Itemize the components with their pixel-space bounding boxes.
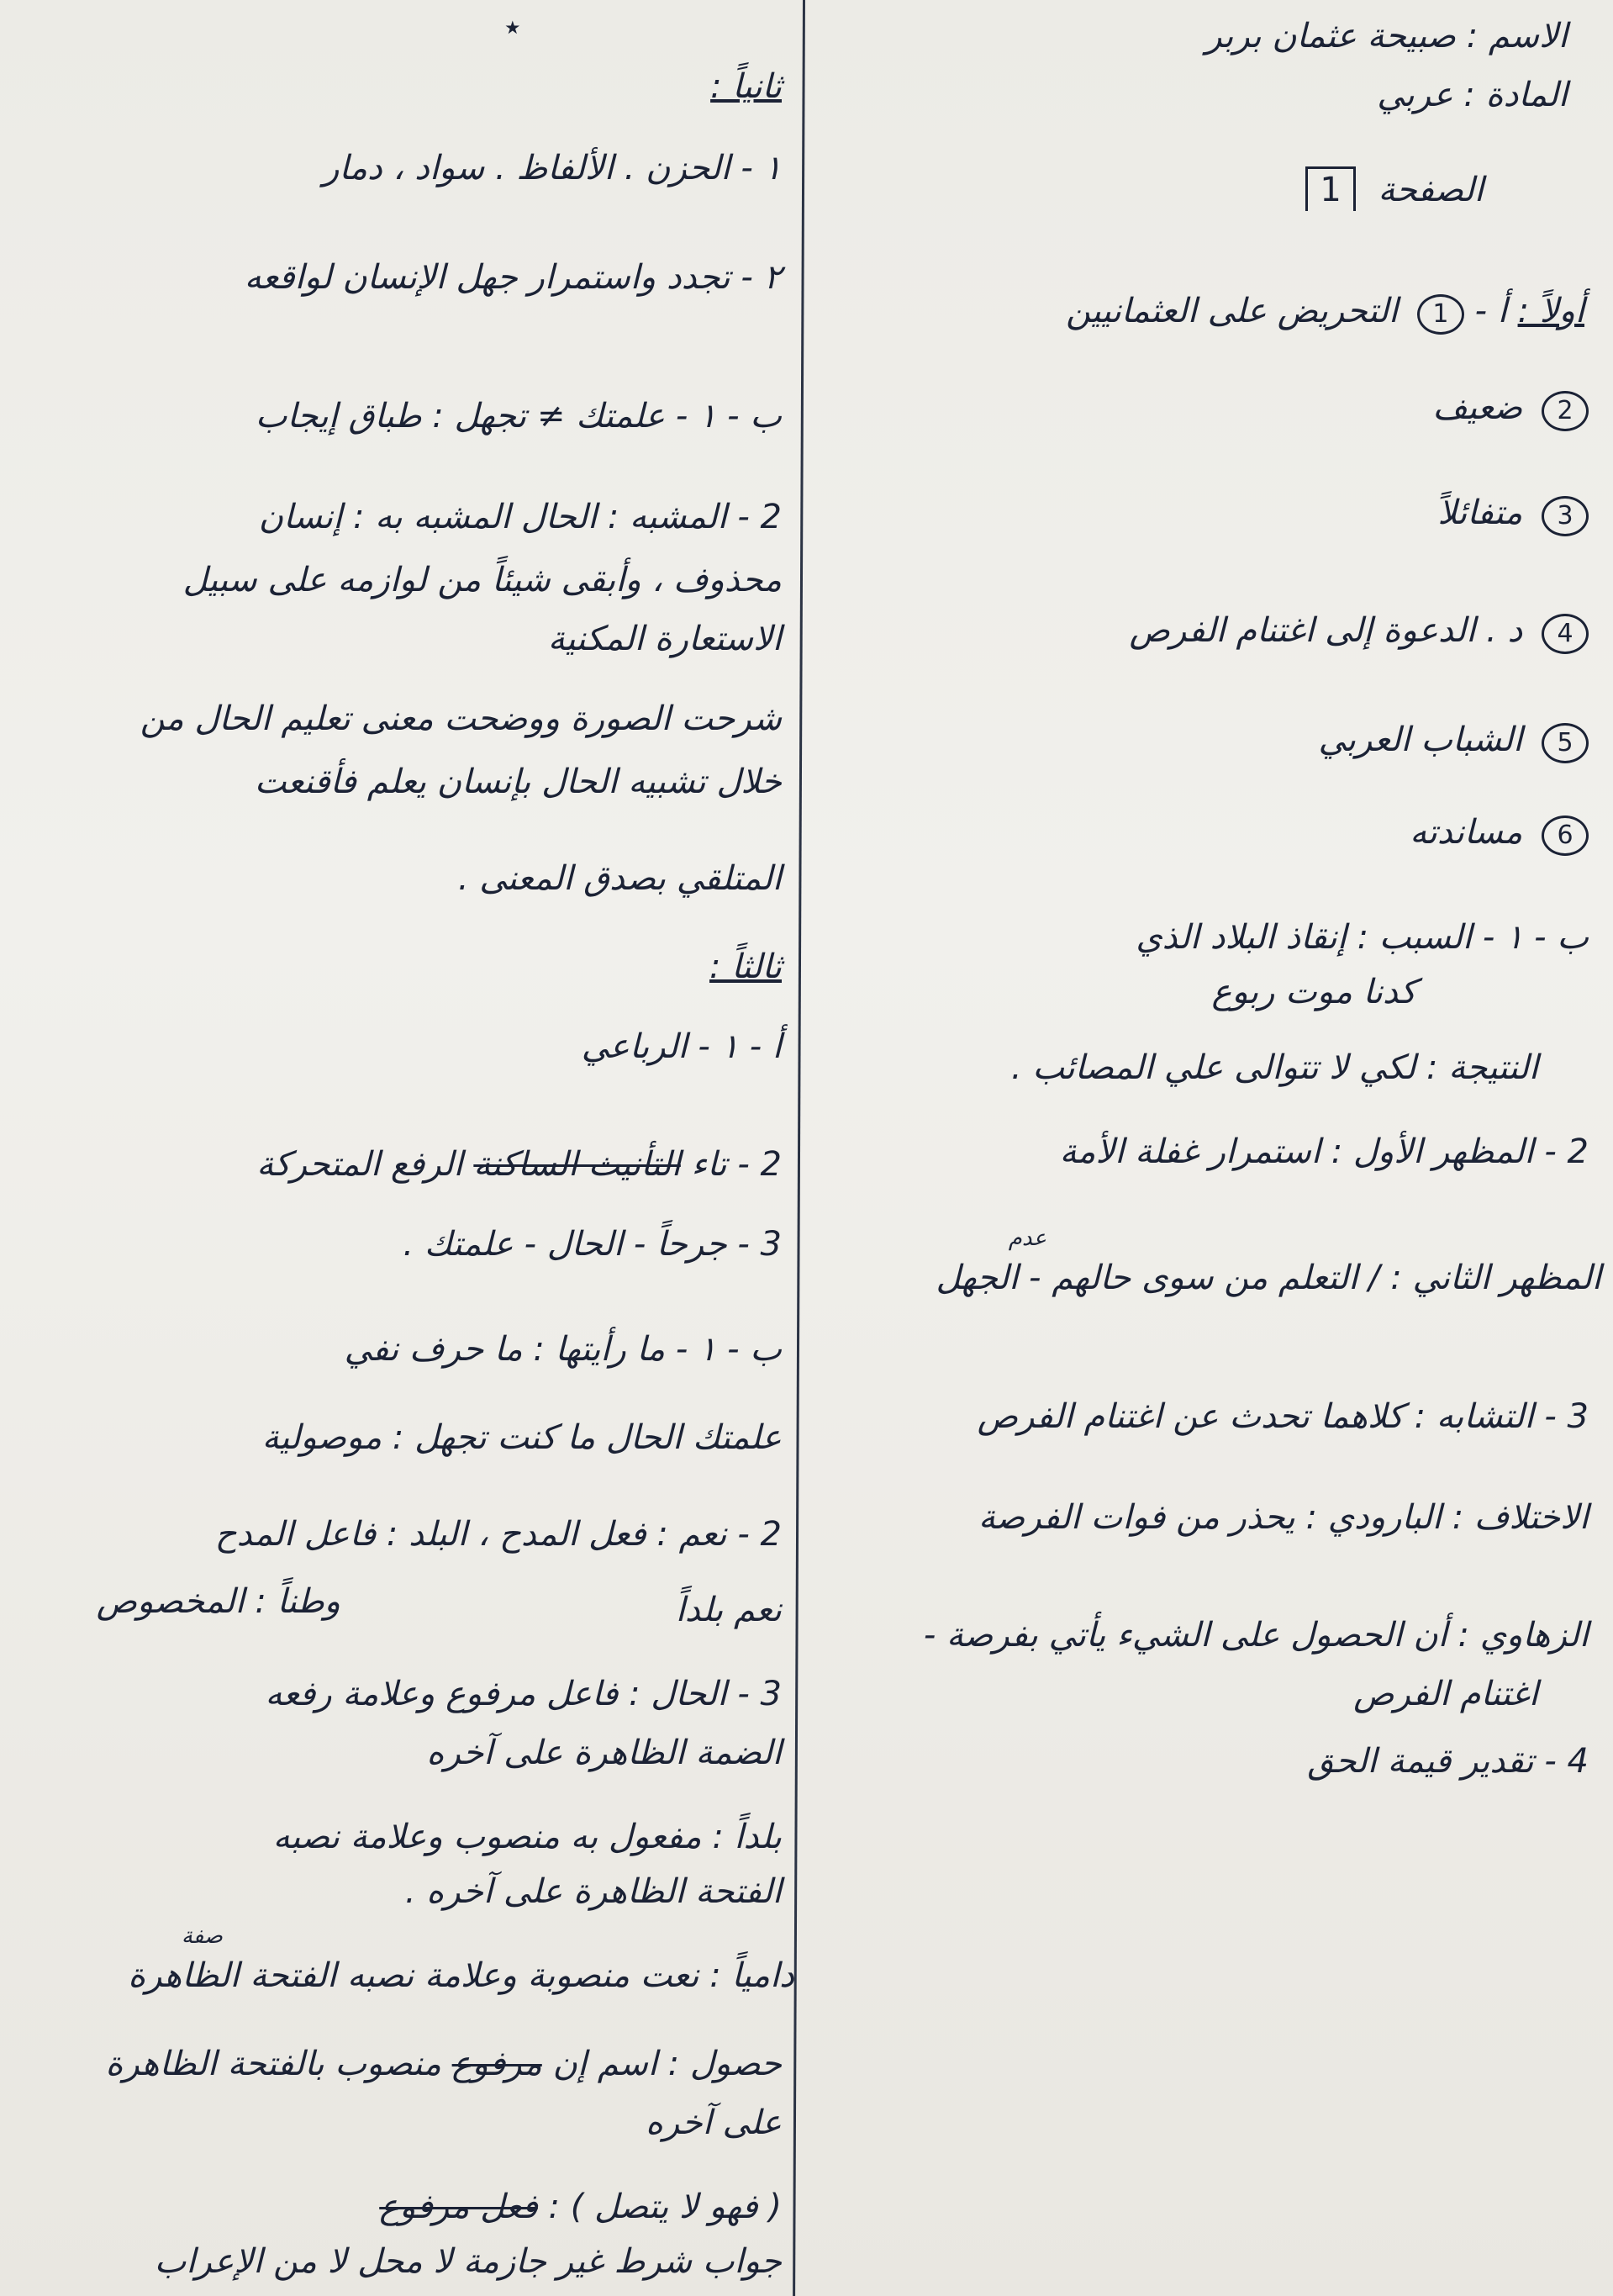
- third-a2-prefix: 2 - تاء: [691, 1145, 782, 1184]
- column-divider: [793, 0, 805, 2296]
- third-b3-line3: بلداً : مفعول به منصوب وعلامة نصبه: [272, 1818, 782, 1856]
- part-a-label: أ -: [1474, 292, 1507, 330]
- answer-b1-line2: كدنا موت ربوع: [1211, 973, 1416, 1011]
- item-1-text: التحريض على العثمانيين: [1066, 292, 1399, 330]
- third-b3-line5: دامياً : نعت منصوبة وعلامة نصبه الفتحة الظاهرة: [128, 1956, 794, 1995]
- name-line: الاسم : صبيحة عثمان بربر: [1205, 17, 1568, 55]
- third-b3-line6: [105, 2043, 782, 2085]
- third-b3-line8-a: ( فهو لا يتصل ) :: [548, 2188, 782, 2226]
- page-label-row: [1305, 166, 1484, 211]
- answer-b3-difference: الاختلاف : البارودي : يحذر من فوات الفرصة: [978, 1498, 1589, 1537]
- struck-text: فعل مرفوع: [379, 2188, 538, 2226]
- left-column: [13, 0, 794, 2296]
- second-heading: ثانياً :: [710, 67, 782, 106]
- item-6-text: مساندته: [1410, 813, 1523, 852]
- item-4-text: د . الدعوة إلى اغتنام الفرص: [1129, 611, 1523, 650]
- third-a2-suffix: الرفع المتحركة: [256, 1145, 463, 1184]
- item-number-badge: 1: [1417, 294, 1464, 335]
- answer-item-2: [1433, 387, 1589, 431]
- item-number-badge: 2: [1542, 391, 1589, 431]
- item-5-text: الشباب العربي: [1318, 720, 1523, 759]
- right-column: [820, 0, 1601, 2296]
- item-number-badge: 3: [1542, 496, 1589, 536]
- third-b2-specified: وطناً : المخصوص: [96, 1582, 340, 1621]
- third-b3-line8: [379, 2186, 782, 2228]
- answer-b1-line1: ب - ١ - السبب : إنقاذ البلاد الذي: [1136, 918, 1589, 957]
- answer-item-4: [1130, 610, 1589, 654]
- third-b3-line4: الفتحة الظاهرة على آخره .: [404, 1872, 782, 1911]
- answer-b2-first: 2 - المظهر الأول : استمرار غفلة الأمة: [1059, 1132, 1589, 1171]
- answer-b3-zahawi-cont: اغتنام الفرص: [1353, 1675, 1538, 1713]
- second-item-2: ٢ - تجدد واستمرار جهل الإنسان لواقعه: [244, 258, 782, 297]
- third-a2: [256, 1143, 782, 1185]
- item-number-badge: 5: [1542, 723, 1589, 763]
- third-b3-line6-a: حصول : اسم إن: [552, 2045, 782, 2083]
- answer-1a-row: [1066, 290, 1584, 335]
- answer-item-5: [1319, 719, 1589, 763]
- third-b1-line1: ب - ١ - ما رأيتها : ما حرف نفي: [344, 1330, 782, 1369]
- third-heading: ثالثاً :: [709, 947, 782, 986]
- first-heading: أولاً :: [1517, 292, 1584, 330]
- third-b3-line7: على آخره: [645, 2103, 782, 2142]
- correction-insert: عدم: [1008, 1226, 1046, 1251]
- struck-text: التأنيث الساكنة: [473, 1145, 681, 1184]
- answer-b4: 4 - تقدير قيمة الحق: [1307, 1742, 1589, 1781]
- third-a3: 3 - جرحاً - الحال - علمتك .: [403, 1225, 782, 1264]
- answer-b3-zahawi: الزهاوي : أن الحصول على الشيء يأتي بفرصة -: [923, 1616, 1589, 1655]
- subject-line: المادة : عربي: [1377, 76, 1568, 114]
- correction-insert: صفة: [181, 1924, 223, 1949]
- answer-b3-similar: 3 - التشابه : كلاهما تحدث عن اغتنام الفرص: [977, 1397, 1589, 1436]
- third-b2-line2: نعم بلداً: [675, 1591, 782, 1629]
- second-b2-line1: 2 - المشبه : الحال المشبه به : إنسان: [258, 498, 782, 536]
- third-b3-line2: الضمة الظاهرة على آخره: [426, 1734, 782, 1772]
- page-label: الصفحة: [1378, 171, 1484, 209]
- corner-mark: ٭: [504, 10, 521, 45]
- second-item-1: ١ - الحزن . الألفاظ . سواد ، دمار: [323, 149, 782, 187]
- third-a1: أ - ١ - الرباعي: [581, 1027, 782, 1066]
- page-number-box: 1: [1305, 166, 1355, 211]
- third-b1-line2: علمتك الحال ما كنت تجهل : موصولية: [261, 1418, 782, 1457]
- item-number-badge: 6: [1542, 815, 1589, 856]
- second-b2-line6: المتلقي بصدق المعنى .: [457, 859, 782, 898]
- second-b2-line3: الاستعارة المكنية: [547, 620, 782, 658]
- item-2-text: ضعيف: [1432, 388, 1523, 427]
- answer-item-6: [1410, 811, 1589, 856]
- third-b3-line1: 3 - الحال : فاعل مرفوع وعلامة رفعه: [265, 1675, 782, 1713]
- answer-item-3: [1437, 492, 1589, 536]
- struck-text: مرفوع: [451, 2045, 542, 2083]
- third-b2-line1: 2 - نعم : فعل المدح ، البلد : فاعل المدح: [214, 1515, 782, 1554]
- second-b2-line5: خلال تشبيه الحال بإنسان يعلم فأقنعت: [254, 763, 782, 801]
- second-b2-line4: شرحت الصورة ووضحت معنى تعليم الحال من: [140, 699, 782, 738]
- item-number-badge: 4: [1542, 614, 1589, 654]
- third-b3-line6-b: منصوب بالفتحة الظاهرة: [105, 2045, 441, 2083]
- third-b3-line9: جواب شرط غير جازمة لا محل لا من الإعراب: [154, 2242, 782, 2281]
- second-b1: ب - ١ - علمتك ≠ تجهل : طباق إيجاب: [255, 397, 782, 435]
- answer-b1-result: النتيجة : لكي لا تتوالى علي المصائب .: [1010, 1048, 1538, 1087]
- answer-b2-second: المظهر الثاني : / التعلم من سوى حالهم - الجهل: [936, 1259, 1601, 1297]
- item-3-text: متفائلاً: [1437, 494, 1523, 532]
- second-b2-line2: محذوف ، وأبقى شيئاً من لوازمه على سبيل: [182, 561, 782, 599]
